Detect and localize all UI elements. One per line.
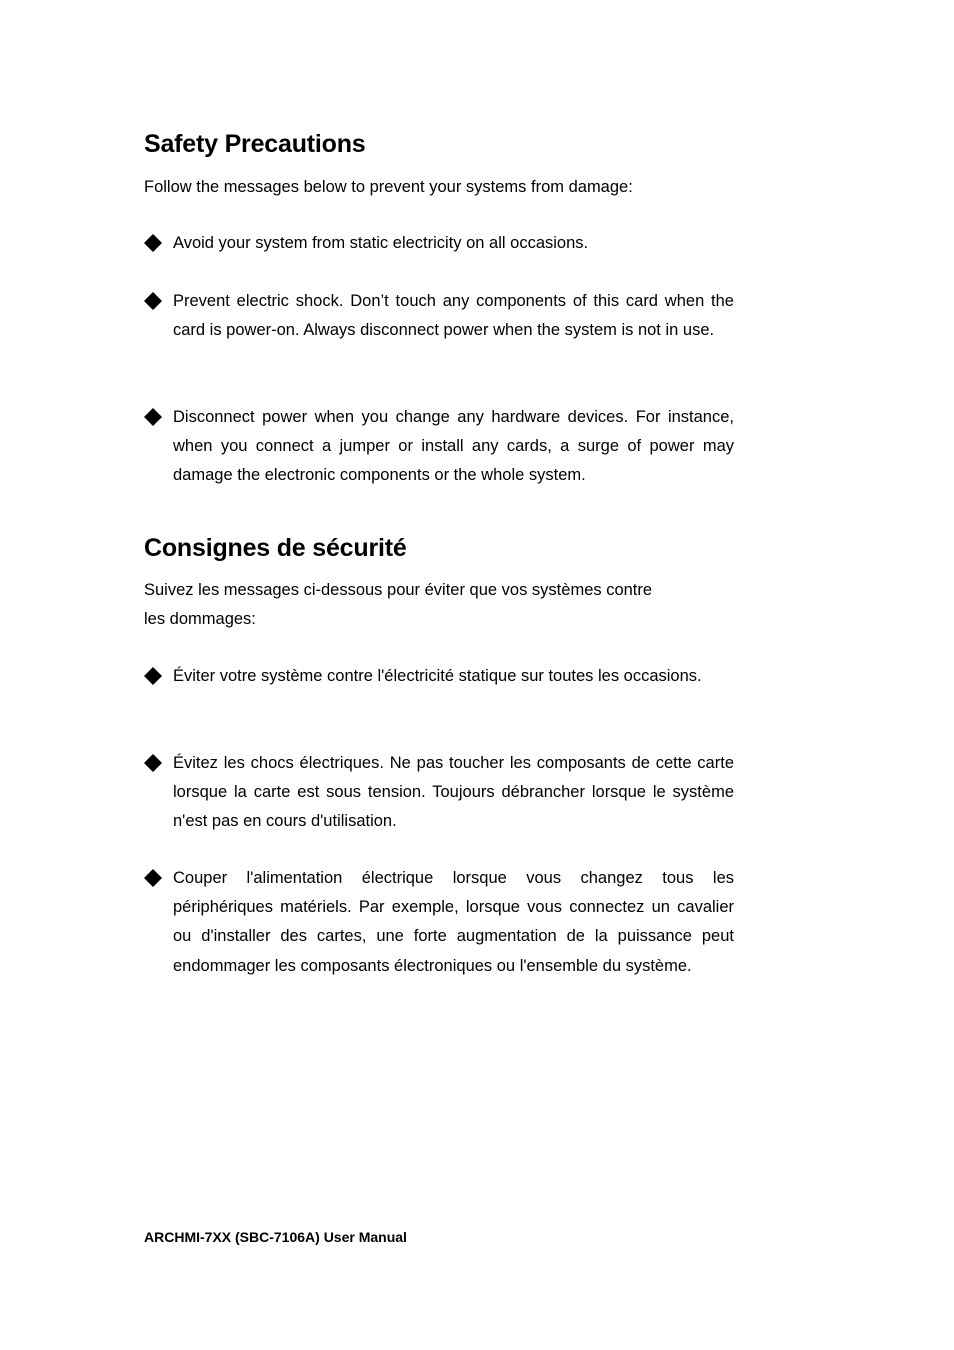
- list-item: [144, 864, 734, 981]
- list-item-text: Avoid your system from static electricity on all occasions.: [173, 234, 589, 252]
- section-intro-french: [144, 576, 704, 634]
- list-item: [144, 287, 734, 345]
- list-item-text: Disconnect power when you change any hardware devices. For instance, when you connect a jumper or install any cards, a surge of power may damage the electronic components or the whole system.: [173, 408, 734, 485]
- section-intro-english: Follow the messages below to prevent your systems from damage:: [144, 178, 633, 196]
- section-intro-french-line2: les dommages:: [144, 610, 256, 628]
- list-item: [144, 662, 734, 691]
- diamond-bullet-icon: [144, 754, 162, 772]
- list-item-text: Éviter votre système contre l'électricité statique sur toutes les occasions.: [173, 667, 702, 685]
- list-item-text: Couper l'alimentation électrique lorsque vous changez tous les périphériques matériels. Par exemple, lorsque vous connectez un cavalier ou d'installer des cartes, une forte augmentation de la puissance peut endommager les composants électroniques ou l'ensemble du système.: [173, 869, 734, 975]
- diamond-bullet-icon: [144, 292, 162, 310]
- section-intro-french-line1: Suivez les messages ci-dessous pour éviter que vos systèmes contre: [144, 581, 653, 599]
- list-item-text: Prevent electric shock. Don’t touch any components of this card when the card is power-on. Always disconnect power when the system is not in use.: [173, 292, 734, 340]
- section-title-consignes-de-securite: Consignes de sécurité: [144, 534, 407, 562]
- diamond-bullet-icon: [144, 234, 162, 252]
- page-footer: ARCHMI-7XX (SBC-7106A) User Manual: [144, 1229, 407, 1245]
- list-item: [144, 229, 734, 258]
- list-item-text: Évitez les chocs électriques. Ne pas toucher les composants de cette carte lorsque la carte est sous tension. Toujours débrancher lorsque le système n'est pas en cours d'utilisation.: [173, 754, 734, 831]
- list-item: [144, 403, 734, 491]
- diamond-bullet-icon: [144, 408, 162, 426]
- diamond-bullet-icon: [144, 869, 162, 887]
- diamond-bullet-icon: [144, 667, 162, 685]
- list-item: [144, 749, 734, 837]
- section-title-safety-precautions: Safety Precautions: [144, 130, 366, 158]
